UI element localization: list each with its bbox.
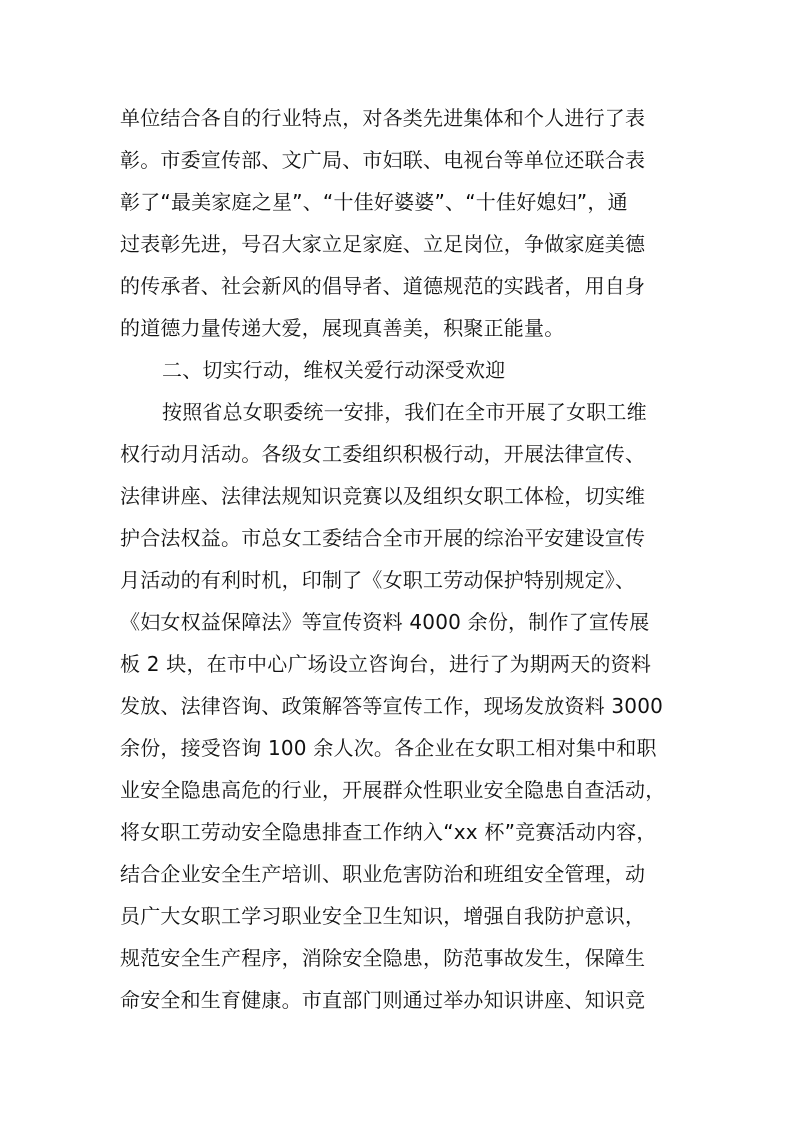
text-line: 板 2 块，在市中心广场设立咨询台，进行了为期两天的资料 [120, 652, 652, 676]
text-line: 将女职工劳动安全隐患排查工作纳入“xx 杯”竞赛活动内容， [120, 820, 657, 844]
text-line: 护合法权益。市总女工委结合全市开展的综治平安建设宣传 [120, 526, 646, 550]
text-line: 彰了“最美家庭之星”、“十佳好婆婆”、“十佳好媳妇”，通 [120, 190, 628, 214]
text-line: 权行动月活动。各级女工委组织积极行动，开展法律宣传、 [120, 442, 646, 466]
text-line: 规范安全生产程序，消除安全隐患，防范事故发生，保障生 [120, 946, 646, 970]
text-line: 员广大女职工学习职业安全卫生知识，增强自我防护意识， [120, 904, 646, 928]
text-line: 单位结合各自的行业特点，对各类先进集体和个人进行了表 [120, 106, 646, 130]
text-line: 彰。市委宣传部、文广局、市妇联、电视台等单位还联合表 [120, 148, 646, 172]
text-line: 法律讲座、法律法规知识竞赛以及组织女职工体检，切实维 [120, 484, 646, 508]
text-line: 过表彰先进，号召大家立足家庭、立足岗位，争做家庭美德 [120, 232, 646, 256]
text-line: 业安全隐患高危的行业，开展群众性职业安全隐患自查活动， [120, 778, 666, 802]
text-line: 发放、法律咨询、政策解答等宣传工作，现场发放资料 3000 [120, 694, 664, 718]
text-line: 《妇女权益保障法》等宣传资料 4000 余份，制作了宣传展 [120, 610, 650, 634]
text-line: 的道德力量传递大爱，展现真善美，积聚正能量。 [120, 316, 565, 340]
text-line: 的传承者、社会新风的倡导者、道德规范的实践者，用自身 [120, 274, 646, 298]
text-line: 命安全和生育健康。市直部门则通过举办知识讲座、知识竞 [120, 988, 646, 1012]
text-line: 结合企业安全生产培训、职业危害防治和班组安全管理，动 [120, 862, 646, 886]
text-line: 月活动的有利时机，印制了《女职工劳动保护特别规定》、 [120, 568, 636, 592]
text-line: 按照省总女职委统一安排，我们在全市开展了女职工维 [162, 400, 647, 424]
text-line: 余份，接受咨询 100 余人次。各企业在女职工相对集中和职 [120, 736, 657, 760]
section-heading: 二、切实行动，维权关爱行动深受欢迎 [162, 358, 506, 382]
